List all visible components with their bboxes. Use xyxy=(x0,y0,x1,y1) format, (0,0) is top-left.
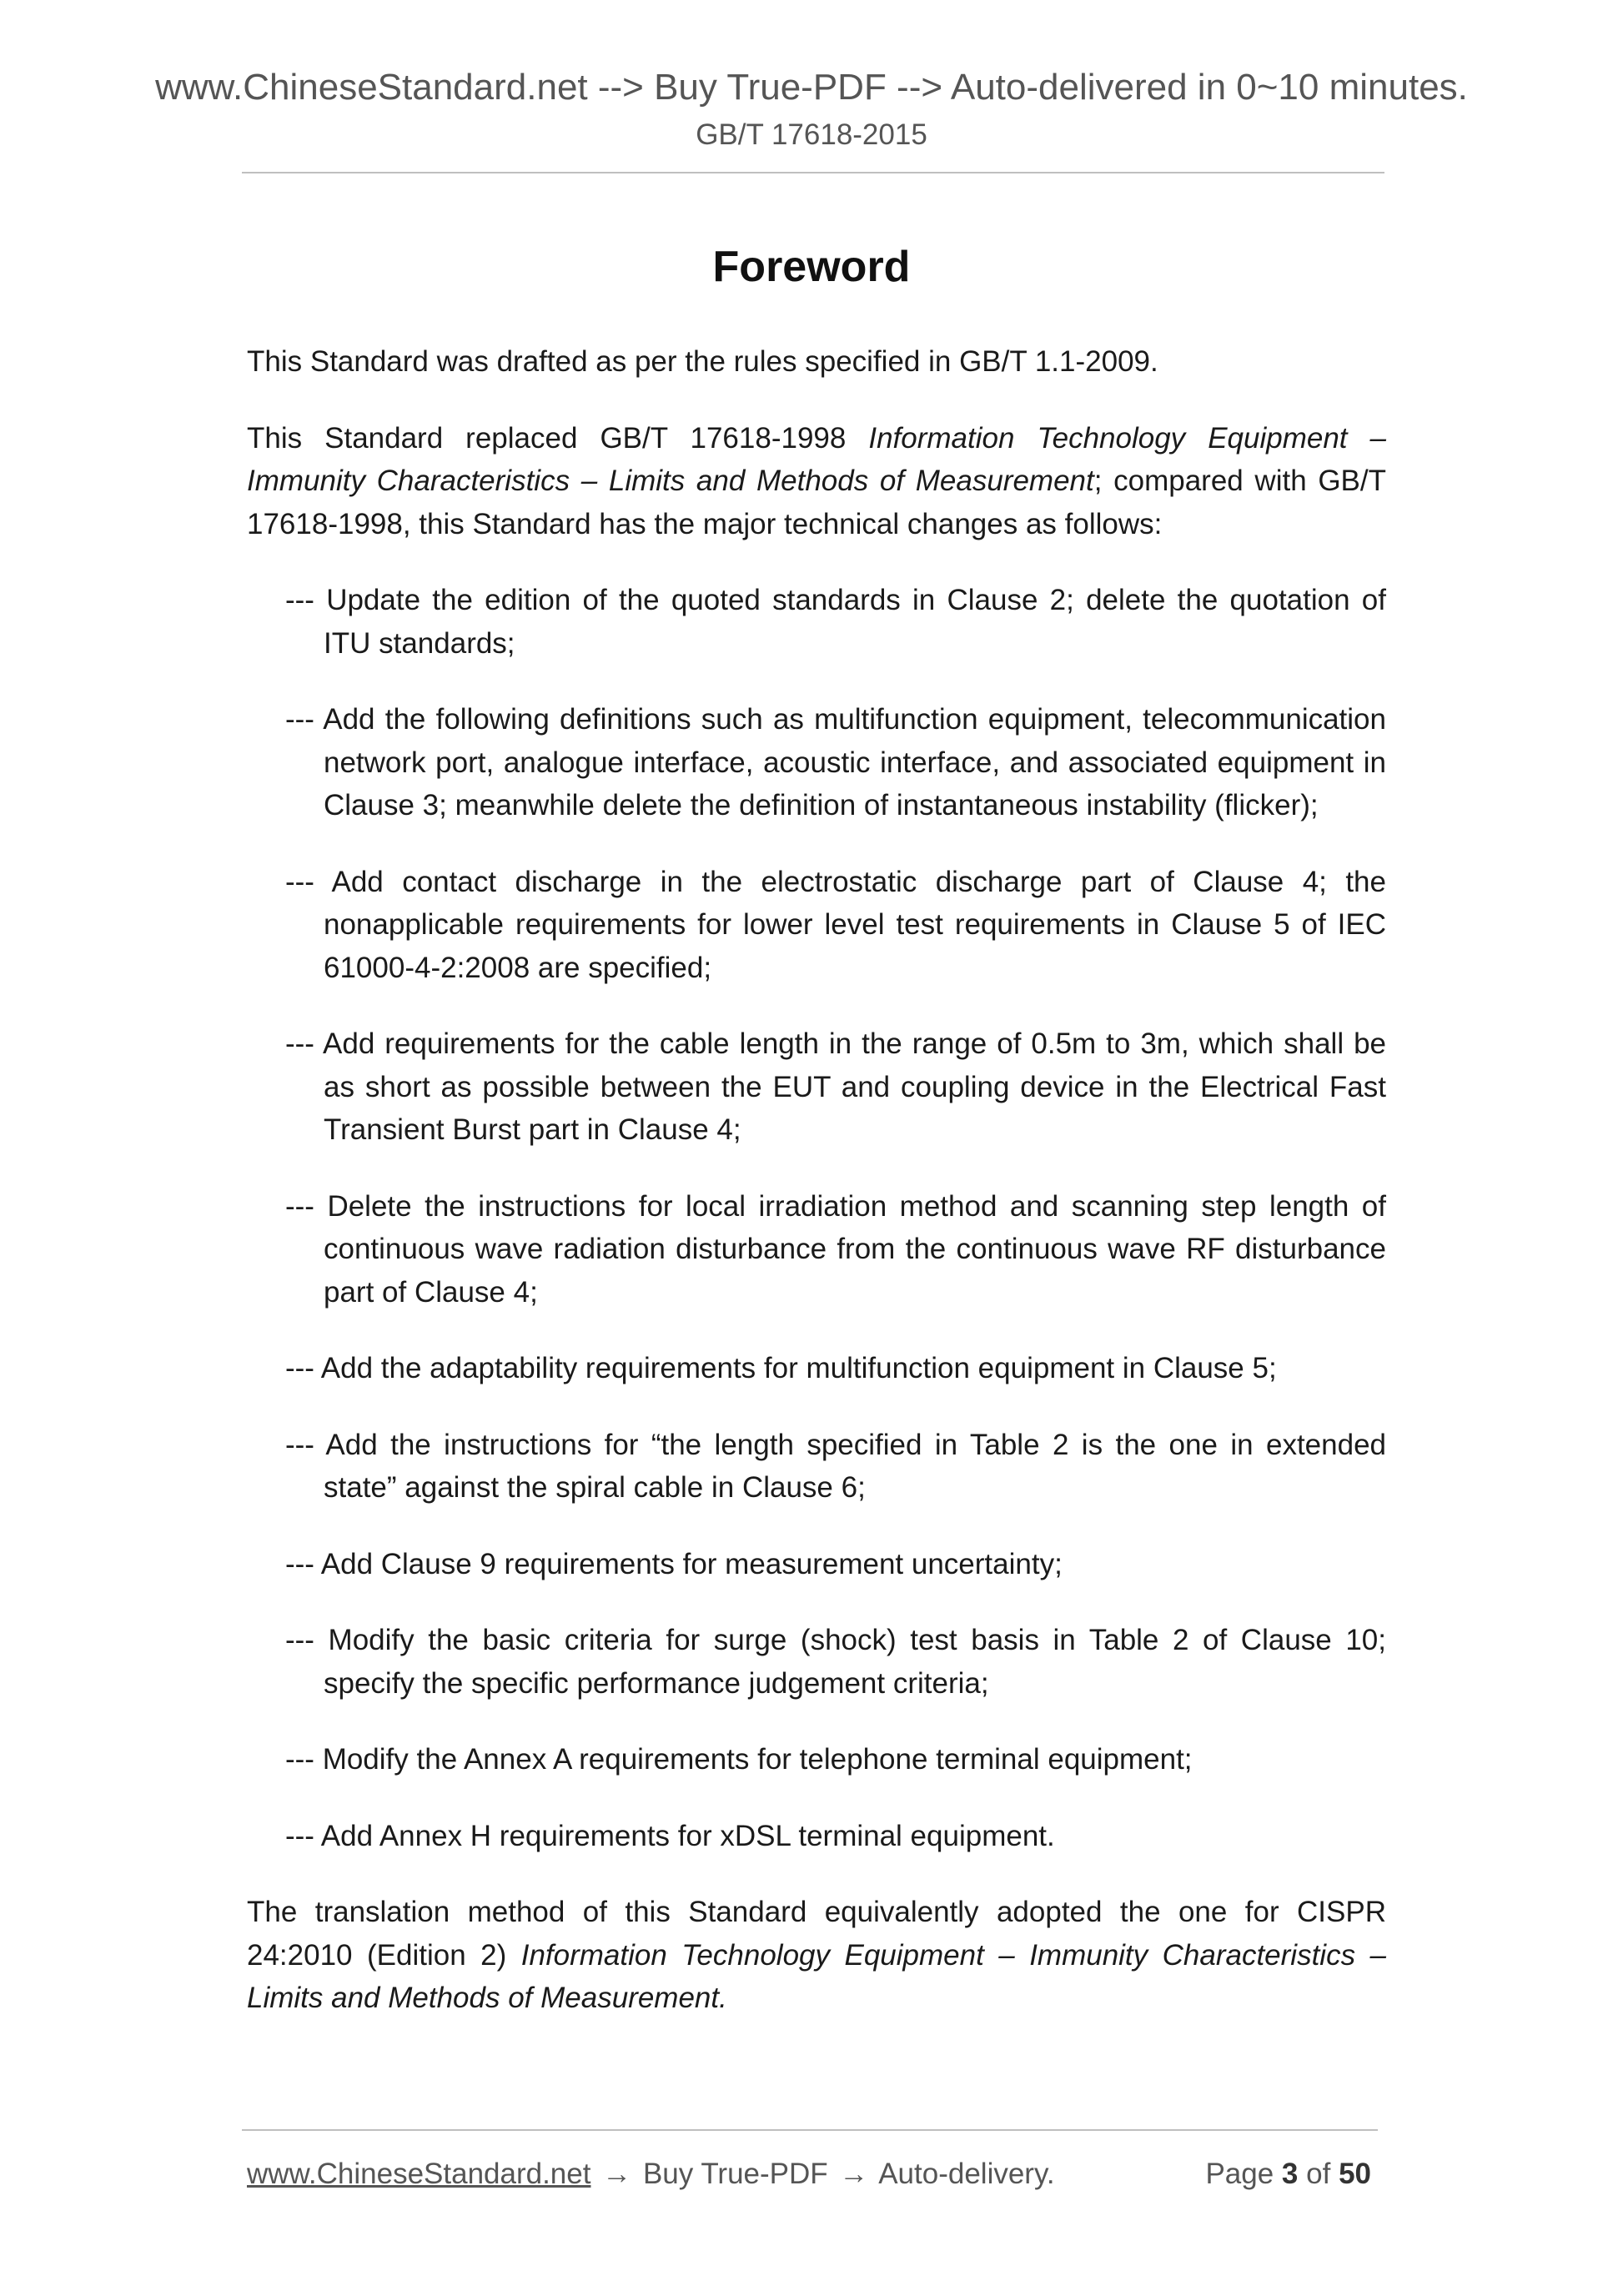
change-item-9: --- Modify the basic criteria for surge (shock) test basis in Table 2 of Clause 10; specify the specific performance judgement criteria; xyxy=(285,1624,1386,1700)
change-item-3: --- Add contact discharge in the electrostatic discharge part of Clause 4; the nonapplicable requirements for lower level test requirements in Clause 5 of IEC 61000-4-2:2008 are specified; xyxy=(285,865,1386,984)
change-item-7: --- Add the instructions for “the length specified in Table 2 is the one in extended state” against the spiral cable in Clause 6; xyxy=(285,1428,1386,1504)
change-item-6: --- Add the adaptability requirements for multifunction equipment in Clause 5; xyxy=(285,1352,1277,1384)
footer-divider xyxy=(242,2129,1378,2131)
closing-paragraph xyxy=(247,1891,1386,2020)
page-title: Foreword xyxy=(712,243,911,291)
closing-title: Information Technology Equipment – Immunity Characteristics – Limits and Methods of Measurement. xyxy=(247,1938,1387,2014)
footer-buy-text: Buy True-PDF xyxy=(642,2158,828,2190)
arrow-right-icon: → xyxy=(839,2158,869,2190)
intro-replaced xyxy=(247,417,1386,546)
change-item-2: --- Add the following definitions such as multifunction equipment, telecommunication network port, analogue interface, acoustic interface, and associated equipment in Clause 3; meanwhile delete the definition of instantaneous instability (flicker); xyxy=(285,703,1386,821)
header-site-line: www.ChineseStandard.net --> Buy True-PDF --> Auto-delivered in 0~10 minutes. xyxy=(155,67,1468,108)
arrow-right-icon: → xyxy=(602,2158,632,2190)
footer-links xyxy=(247,2153,1055,2195)
change-item-10: --- Modify the Annex A requirements for telephone terminal equipment; xyxy=(285,1743,1193,1776)
document-body xyxy=(247,340,1386,2020)
header-standard-number: GB/T 17618-2015 xyxy=(696,118,927,151)
intro-replaced-text-a: This Standard replaced GB/T 17618-1998 xyxy=(247,421,869,455)
page-word: Page xyxy=(1205,2158,1274,2190)
change-item-5: --- Delete the instructions for local irradiation method and scanning step length of continuous wave radiation disturbance from the continuous wave RF disturbance part of Clause 4; xyxy=(285,1189,1386,1309)
intro-replaced-title: Information Technology Equipment – Immunity Characteristics – Limits and Methods of Measurement xyxy=(247,421,1386,497)
page-footer xyxy=(247,2153,1381,2195)
page-indicator xyxy=(1205,2153,1371,2195)
intro-replaced-text-b: ; compared with GB/T 17618-1998, this Standard has the major technical changes as follows: xyxy=(247,465,1386,540)
intro-drafted: This Standard was drafted as per the rules specified in GB/T 1.1-2009. xyxy=(247,345,1158,378)
change-item-4: --- Add requirements for the cable length in the range of 0.5m to 3m, which shall be as short as possible between the EUT and coupling device in the Electrical Fast Transient Burst part in Clause 4; xyxy=(285,1027,1386,1146)
footer-site-link[interactable]: www.ChineseStandard.net xyxy=(247,2158,591,2190)
change-item-8: --- Add Clause 9 requirements for measurement uncertainty; xyxy=(285,1547,1063,1580)
of-word: of xyxy=(1306,2158,1331,2190)
page-total: 50 xyxy=(1339,2158,1371,2190)
page-number: 3 xyxy=(1281,2158,1299,2190)
footer-delivery-text: Auto-delivery. xyxy=(878,2158,1055,2190)
header-divider xyxy=(242,172,1384,173)
change-item-11: --- Add Annex H requirements for xDSL terminal equipment. xyxy=(285,1819,1055,1852)
closing-text: The translation method of this Standard equivalently adopted the one for CISPR 24:2010 (Edition 2) xyxy=(247,1896,1386,1972)
change-item-1: --- Update the edition of the quoted standards in Clause 2; delete the quotation of ITU standards; xyxy=(285,584,1386,660)
